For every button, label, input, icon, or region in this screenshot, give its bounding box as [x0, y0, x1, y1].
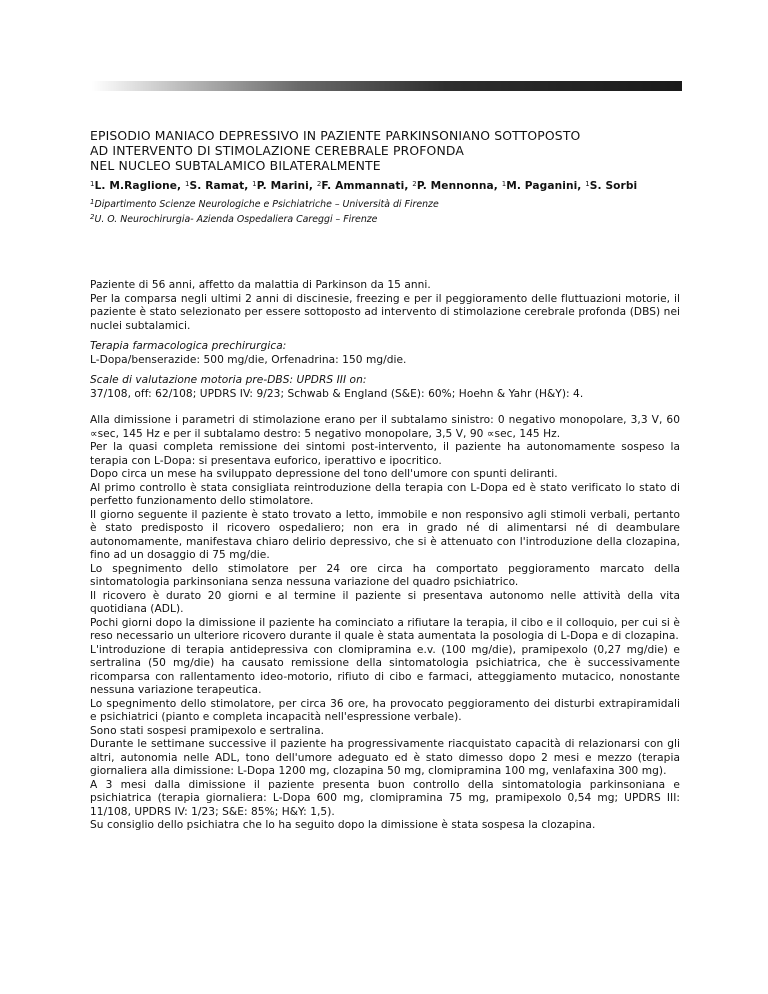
course-paragraph: Lo spegnimento dello stimolatore per 24 ore circa ha comportato peggioramento marcato della sintomatologia parkinsoniana senza nessuna variazione del quadro psichiatrico.	[90, 562, 680, 588]
title-line-2: AD INTERVENTO DI STIMOLAZIONE CEREBRALE PROFONDA	[90, 143, 464, 158]
scale-heading: Scale di valutazione motoria pre-DBS: UPDRS III on:	[90, 374, 367, 386]
header-gradient-bar	[92, 81, 682, 91]
course-paragraph: Lo spegnimento dello stimolatore, per circa 36 ore, ha provocato peggioramento dei disturbi extrapiramidali e psichiatrici (pianto e completa incapacità nell'espressione verbale).	[90, 697, 680, 723]
therapy-heading: Terapia farmacologica prechirurgica:	[90, 340, 287, 352]
course-paragraph: Il ricovero è durato 20 giorni e al termine il paziente si presentava autonomo nelle attività della vita quotidiana (ADL).	[90, 589, 680, 615]
document-body	[90, 128, 680, 833]
affiliation-list	[90, 196, 680, 226]
intro-paragraph: Per la comparsa negli ultimi 2 anni di discinesie, freezing e per il peggioramento delle fluttuazioni motorie, il paziente è stato selezionato per essere sottoposto ad intervento di stimolazione cerebrale profonda (DBS) nei nuclei subtalamici.	[90, 292, 680, 332]
scale-text: 37/108, off: 62/108; UPDRS IV: 9/23; Schwab & England (S&E): 60%; Hoehn & Yahr (H&Y): 4.	[90, 387, 584, 400]
therapy-section	[90, 340, 680, 367]
affiliation: $^2$U. O. Neurochirurgia- Azienda Ospedaliera Careggi – Firenze	[90, 213, 378, 225]
course-paragraph: Per la quasi completa remissione dei sintomi post-intervento, il paziente ha autonomamente sospeso la terapia con L-Dopa: si presentava euforico, iperattivo e ipocritico.	[90, 441, 680, 467]
course-paragraph: A 3 mesi dalla dimissione il paziente presenta buon controllo della sintomatologia parkinsoniana e psichiatrica (terapia giornaliera: L-Dopa 600 mg, clomipramina 75 mg, pramipexolo 0,54 mg; UPDRS III: 11/108, UPDRS IV: 1/23; S&E: 85%; H&Y: 1,5).	[90, 778, 680, 818]
course-paragraph: Durante le settimane successive il paziente ha progressivamente riacquistato capacità di relazionarsi con gli altri, autonomia nelle ADL, tono dell'umore adeguato ed è stato dimesso dopo 2 mesi e mezzo (terapia giornaliera alla dimissione: L-Dopa 1200 mg, clozapina 50 mg, clomipramina 100 mg, venlafaxina 300 mg).	[90, 738, 680, 777]
author: $^1$M. Paganini,	[501, 180, 582, 192]
course-paragraph: Pochi giorni dopo la dimissione il paziente ha cominciato a rifiutare la terapia, il cibo e il colloquio, per cui si è reso necessario un ulteriore ricovero durante il quale è stata aumentata la posologia di L-Dopa e di clozapina.	[90, 616, 680, 642]
title-line-1: EPISODIO MANIACO DEPRESSIVO IN PAZIENTE PARKINSONIANO SOTTOPOSTO	[90, 128, 581, 143]
author: $^1$P. Marini,	[252, 180, 314, 192]
course-paragraph: Dopo circa un mese ha sviluppato depressione del tono dell'umore con spunti deliranti.	[90, 468, 558, 480]
author: $^2$F. Ammannati,	[316, 180, 409, 192]
author: $^2$P. Mennonna,	[412, 180, 498, 192]
course-paragraph: Il giorno seguente il paziente è stato trovato a letto, immobile e non responsivo agli stimoli verbali, pertanto è stato predisposto il ricovero ospedaliero; non era in grado né di alimentarsi né di deambulare autonomamente, manifestava chiaro delirio depressivo, che si è attenuato con l'introduzione della clozapina, fino ad un dosaggio di 75 mg/die.	[90, 508, 680, 561]
document-title	[90, 128, 680, 173]
title-line-3: NEL NUCLEO SUBTALAMICO BILATERALMENTE	[90, 158, 381, 173]
author: $^1$S. Ramat,	[184, 180, 249, 192]
course-paragraph: Sono stati sospesi pramipexolo e sertralina.	[90, 724, 325, 737]
case-intro	[90, 279, 680, 333]
intro-paragraph: Paziente di 56 anni, affetto da malattia di Parkinson da 15 anni.	[90, 279, 431, 291]
affiliation: $^1$Dipartimento Scienze Neurologiche e Psichiatriche – Università di Firenze	[90, 198, 439, 210]
scale-section	[90, 374, 680, 401]
course-paragraph: Alla dimissione i parametri di stimolazione erano per il subtalamo sinistro: 0 negativo monopolare, 3,3 V, 60 ∝sec, 145 Hz e per il subtalamo destro: 5 negativo monopolare, 3,5 V, 90 ∝sec, 145 Hz.	[90, 414, 680, 440]
author-list	[90, 180, 680, 192]
author: $^1$L. M.Raglione,	[90, 180, 182, 192]
course-paragraph: L'introduzione di terapia antidepressiva con clomipramina e.v. (100 mg/die), pramipexolo (0,27 mg/die) e sertralina (50 mg/die) ha causato remissione della sintomatologia psichiatrica, che è successivamente ricomparsa con rallentamento ideo-motorio, rifiuto di cibo e farmaci, atteggiamento mutacico, nonostante nessuna variazione terapeutica.	[90, 643, 680, 696]
course-paragraph: Su consiglio dello psichiatra che lo ha seguito dopo la dimissione è stata sospesa la clozapina.	[90, 819, 596, 831]
therapy-text: L-Dopa/benserazide: 500 mg/die, Orfenadrina: 150 mg/die.	[90, 353, 407, 366]
course-paragraph: Al primo controllo è stata consigliata reintroduzione della terapia con L-Dopa ed è stato verificato lo stato di perfetto funzionamento dello stimolatore.	[90, 481, 680, 507]
case-course	[90, 414, 680, 833]
author: $^1$S. Sorbi	[585, 180, 638, 192]
